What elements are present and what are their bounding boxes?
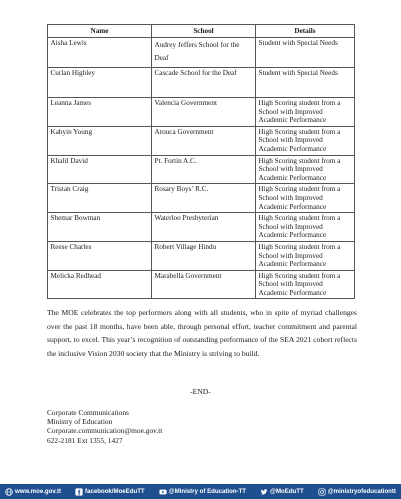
- cell-school: Cascade School for the Deaf: [152, 68, 256, 98]
- cell-name: Khalil David: [48, 155, 152, 184]
- facebook-icon: [75, 488, 83, 496]
- footer-facebook-label: facebook/MoeEduTT: [85, 488, 145, 495]
- globe-icon: [5, 488, 13, 496]
- cell-name: Curlan Highley: [48, 68, 152, 98]
- table-row: [48, 68, 355, 98]
- footer-website-label: www.moe.gov.tt: [15, 488, 62, 495]
- signoff-email: Corporate.communication@moe.gov.tt: [47, 426, 163, 436]
- header-school: School: [152, 25, 256, 38]
- footer-twitter-label: @MoEduTT: [270, 488, 304, 495]
- cell-details: Student with Special Needs: [256, 38, 355, 68]
- signoff-ministry: Ministry of Education: [47, 417, 113, 427]
- cell-school: Arouca Government: [152, 126, 256, 155]
- cell-name: Aisha Lewis: [48, 38, 152, 68]
- cell-school: Pt. Fortin A.C.: [152, 155, 256, 184]
- table-row: [48, 241, 355, 270]
- cell-details: High Scoring student from a School with Improved Academic Performance: [256, 98, 355, 127]
- footer-youtube-label: @Ministry of Education-TT: [168, 488, 247, 495]
- instagram-icon: [318, 488, 326, 496]
- cell-school: Rosary Boys’ R.C.: [152, 184, 256, 213]
- footer-youtube[interactable]: [159, 488, 246, 496]
- cell-details: High Scoring student from a School with Improved Academic Performance: [256, 270, 355, 299]
- header-details: Details: [256, 25, 355, 38]
- table-row: [48, 270, 355, 299]
- signoff-block: [47, 408, 297, 445]
- cell-details: High Scoring student from a School with Improved Academic Performance: [256, 241, 355, 270]
- cell-details: High Scoring student from a School with Improved Academic Performance: [256, 155, 355, 184]
- table-row: [48, 38, 355, 68]
- cell-name: Tristan Craig: [48, 184, 152, 213]
- table-row: [48, 155, 355, 184]
- signoff-phone: 622-2181 Ext 1355, 1427: [47, 435, 123, 445]
- cell-name: Kahyin Young: [48, 126, 152, 155]
- end-marker: -END-: [190, 387, 211, 396]
- cell-name: Reese Charles: [48, 241, 152, 270]
- cell-school: Waterloo Presbyterian: [152, 213, 256, 242]
- footer-website[interactable]: [5, 488, 61, 496]
- footer-instagram-label: @ministryofeducationtt: [327, 488, 396, 495]
- youtube-icon: [159, 488, 167, 496]
- cell-details: Student with Special Needs: [256, 68, 355, 98]
- table-row: [48, 98, 355, 127]
- footer-instagram[interactable]: [318, 488, 396, 496]
- cell-name: Leanna James: [48, 98, 152, 127]
- cell-name: Shemar Bowman: [48, 213, 152, 242]
- footer-twitter[interactable]: [260, 488, 304, 496]
- table-row: [48, 126, 355, 155]
- body-paragraph: The MOE celebrates the top performers along with all students, who in spite of myriad challenges over the past 18 months, have been able, through personal effort, teacher commitment and parental support, to excel. This year’s recognition of outstanding performance of the SEA 2021 cohort reflects the inclusive Vision 2030 society that the Ministry is striving to build.: [47, 308, 357, 358]
- footer-facebook[interactable]: [75, 488, 145, 496]
- cell-details: High Scoring student from a School with Improved Academic Performance: [256, 213, 355, 242]
- twitter-icon: [260, 488, 268, 496]
- header-name: Name: [48, 25, 152, 38]
- cell-details: High Scoring student from a School with Improved Academic Performance: [256, 184, 355, 213]
- table-row: [48, 184, 355, 213]
- cell-school: Audrey Jeffers School for the Deaf: [152, 38, 256, 68]
- footer-bar: [0, 484, 401, 499]
- awardees-table: [47, 24, 355, 299]
- cell-school: Marabella Government: [152, 270, 256, 299]
- cell-school: Robert Village Hindu: [152, 241, 256, 270]
- signoff-department: Corporate Communications: [47, 408, 129, 417]
- table-row: [48, 213, 355, 242]
- cell-school: Valencia Government: [152, 98, 256, 127]
- table-header-row: [48, 25, 355, 38]
- cell-name: Melicka Redhead: [48, 270, 152, 299]
- cell-details: High Scoring student from a School with Improved Academic Performance: [256, 126, 355, 155]
